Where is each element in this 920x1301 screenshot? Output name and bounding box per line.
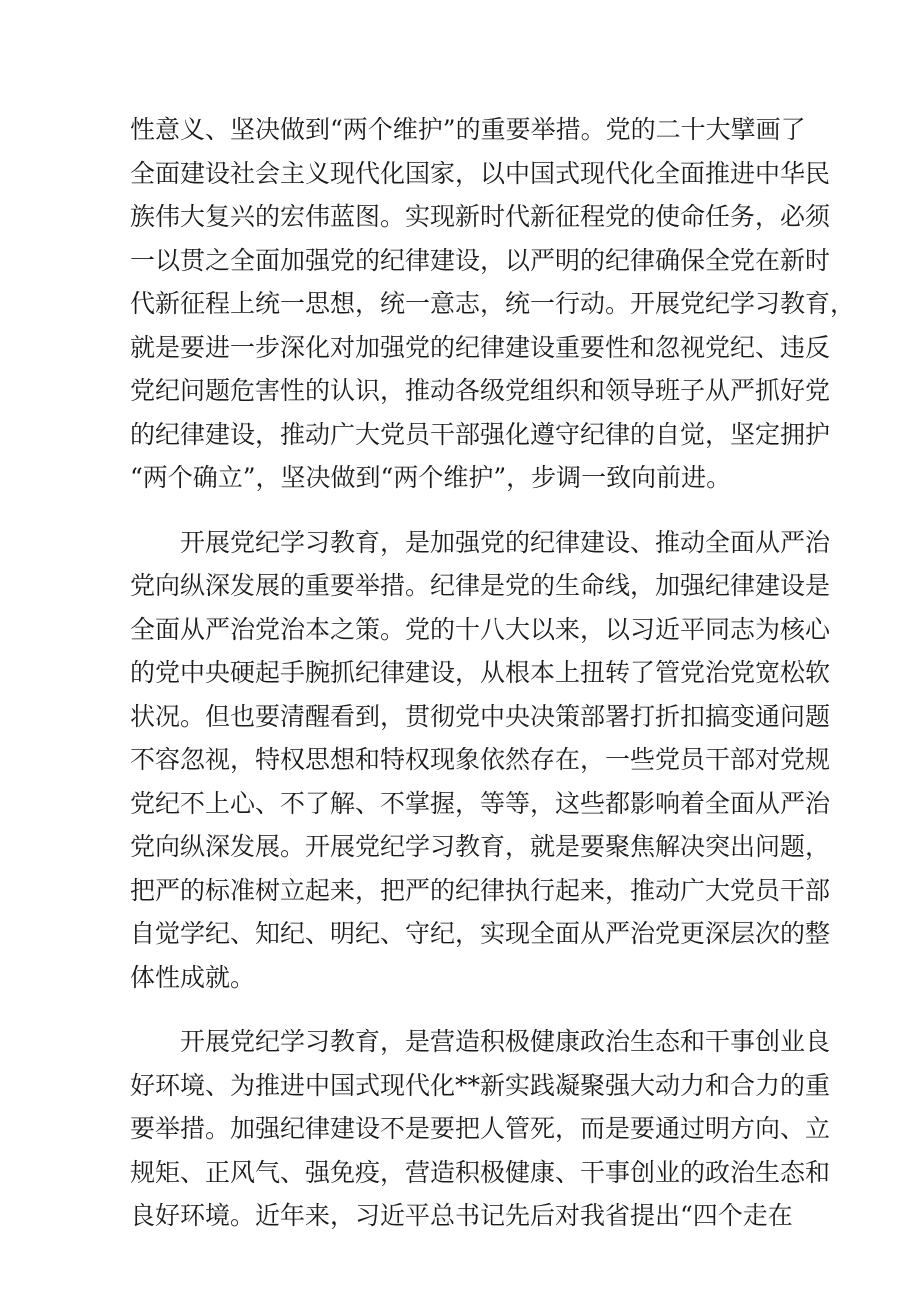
text-line: 党向纵深发展的重要举措。纪律是党的生命线，加强纪律建设是 bbox=[130, 571, 831, 600]
text-line: 族伟大复兴的宏伟蓝图。实现新时代新征程党的使命任务，必须 bbox=[130, 202, 831, 231]
text-line: 体性成就。 bbox=[130, 962, 256, 992]
text-line: 状况。但也要清醒看到，贯彻党中央决策部署打折扣搞变通问题 bbox=[130, 701, 831, 731]
text-line: 规矩、正风气、强免疫，营造积极健康、干事创业的政治生态和 bbox=[130, 1157, 831, 1187]
text-line: 全面从严治党治本之策。党的十八大以来，以习近平同志为核心 bbox=[130, 614, 831, 644]
text-line: 好环境、为推进中国式现代化**新实践凝聚强大动力和合力的重 bbox=[130, 1070, 831, 1100]
text-line: 开展党纪学习教育，是营造积极健康政治生态和干事创业良 bbox=[130, 1027, 831, 1056]
text-line: “两个确立”，坚决做到“两个维护”，步调一致向前进。 bbox=[130, 463, 732, 492]
text-line: 把严的标准树立起来，把严的纪律执行起来，推动广大党员干部 bbox=[130, 875, 831, 905]
text-line: 全面建设社会主义现代化国家，以中国式现代化全面推进中华民 bbox=[130, 158, 831, 188]
text-line: 党纪问题危害性的认识，推动各级党组织和领导班子从严抓好党 bbox=[130, 376, 831, 405]
text-line: 开展党纪学习教育，是加强党的纪律建设、推动全面从严治 bbox=[130, 527, 831, 557]
text-line: 自觉学纪、知纪、明纪、守纪，实现全面从严治党更深层次的整 bbox=[130, 919, 831, 948]
text-line: 党纪不上心、不了解、不掌握，等等，这些都影响着全面从严治 bbox=[130, 788, 831, 818]
paragraph-2 bbox=[130, 521, 831, 1000]
text-line: 就是要进一步深化对加强党的纪律建设重要性和忽视党纪、违反 bbox=[130, 332, 831, 362]
paragraph-1 bbox=[130, 108, 856, 500]
text-line: 的党中央硬起手腕抓纪律建设，从根本上扭转了管党治党宽松软 bbox=[130, 658, 831, 687]
text-line: 代新征程上统一思想，统一意志，统一行动。开展党纪学习教育， bbox=[130, 289, 856, 318]
text-line: 不容忽视，特权思想和特权现象依然存在，一些党员干部对党规 bbox=[130, 745, 831, 774]
paragraph-3 bbox=[130, 1020, 831, 1238]
text-line: 要举措。加强纪律建设不是要把人管死，而是要通过明方向、立 bbox=[130, 1114, 831, 1143]
text-line: 良好环境。近年来，习近平总书记先后对我省提出“四个走在 bbox=[130, 1201, 793, 1230]
text-line: 一以贯之全面加强党的纪律建设，以严明的纪律确保全党在新时 bbox=[130, 245, 831, 275]
paragraph-spacer bbox=[130, 999, 810, 1020]
paragraph-spacer bbox=[130, 500, 810, 521]
text-line: 性意义、坚决做到“两个维护”的重要举措。党的二十大擘画了 bbox=[130, 115, 806, 144]
text-line: 党向纵深发展。开展党纪学习教育，就是要聚焦解决突出问题， bbox=[130, 832, 831, 861]
text-line: 的纪律建设，推动广大党员干部强化遵守纪律的自觉，坚定拥护 bbox=[130, 419, 831, 449]
document-body bbox=[130, 108, 856, 1238]
